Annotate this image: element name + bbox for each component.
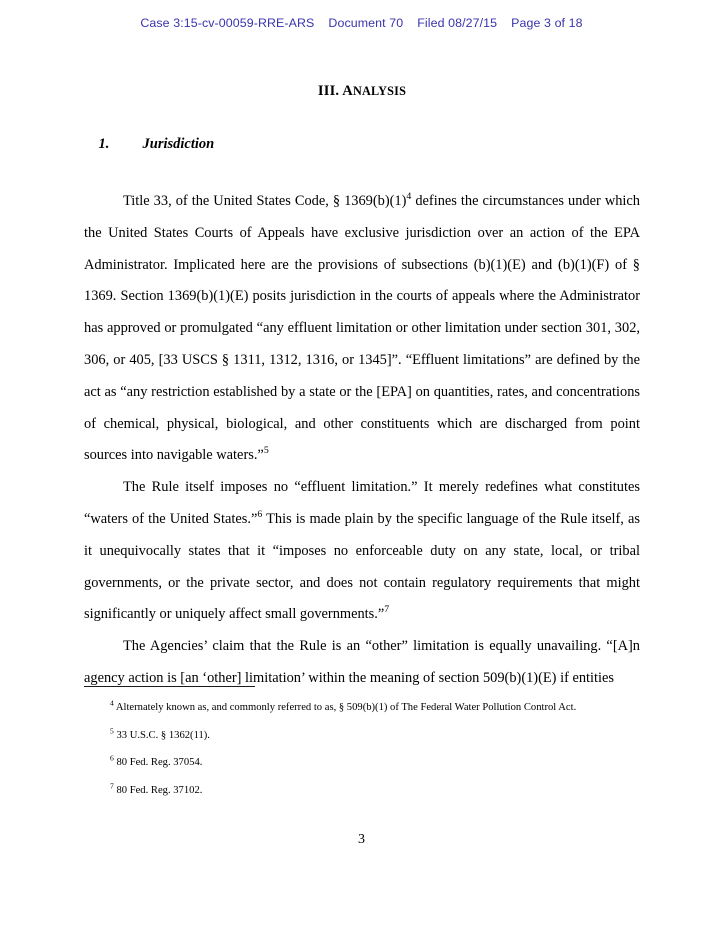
ecf-filed-date: Filed 08/27/15 (417, 16, 498, 30)
section-heading-number: III. (317, 83, 340, 99)
footnote (84, 698, 640, 715)
section-heading-text: ANALYSIS (342, 83, 407, 99)
paragraph (84, 186, 640, 472)
footnote-text: 80 Fed. Reg. 37054. (113, 757, 203, 769)
footnote-text: 33 U.S.C. § 1362(11). (113, 729, 210, 741)
footnote-marker: 5 (110, 726, 114, 736)
page-number: 3 (358, 832, 365, 847)
subsection-heading-number: 1. (98, 136, 110, 152)
document-body (84, 0, 640, 695)
section-heading (84, 83, 640, 100)
ecf-document-number: Document 70 (328, 16, 404, 30)
footnote (84, 781, 640, 798)
footnote-marker: 4 (110, 698, 114, 708)
ecf-case-number: Case 3:15-cv-00059-RRE-ARS (140, 16, 315, 30)
footnote-text: 80 Fed. Reg. 37102. (113, 784, 203, 796)
footnote-area (84, 686, 640, 811)
footnote-marker: 7 (110, 781, 114, 791)
footnote (84, 726, 640, 743)
paragraph-text: The Agencies’ claim that the Rule is an “other” limitation is equally unavailing. “[A]n agency action is [an ‘other] limitation’ within the meaning of section 509(b)(1)(E) if entities (84, 638, 640, 686)
paragraph-text: Title 33, of the United States Code, § $1369(b)(1)^4$ defines the circumstances under which the United States Courts of Appeals have exclusive jurisdiction over an action of the EPA Administrator. Implicated here are the provisions of subsections (b)(1)(E) and (b)(1)(F) of § 1369. Section 1369(b)(1)(E) posits jurisdiction in the courts of appeals where the Administrator has approved or promulgated “any effluent limitation or other limitation under section 301, 302, 306, or 405, [33 USCS § 1311, 1312, 1316, or 1345]”. “Effluent limitations” are defined by the act as “any restriction established by a state or the [EPA] on quantities, rates, and concentrations of chemical, physical, biological, and other constituents which are discharged from point sources into navigable waters.”$^5$ (84, 191, 640, 464)
subsection-heading-text: Jurisdiction (142, 136, 215, 152)
footnote-separator-rule (84, 686, 255, 687)
paragraph-text: The Rule itself imposes no “effluent limitation.” It merely redefines what constitutes “waters of the United States.”$^6$ This is made plain by the specific language of the Rule itself, as it unequivocally states that it “imposes no enforceable duty on any state, local, or tribal governments, or the private sector, and does not contain regulatory requirements that might significantly or uniquely affect small governments.”$^7$ (84, 479, 640, 623)
footnote-text: Alternately known as, and commonly referred to as, § 509(b)(1) of The Federal Water Pollution Control Act. (113, 702, 577, 713)
footnote (84, 753, 640, 770)
footnote-marker: 6 (110, 753, 114, 763)
paragraph (84, 472, 640, 631)
ecf-page-indicator: Page 3 of 18 (511, 16, 583, 30)
subsection-heading (84, 119, 640, 170)
